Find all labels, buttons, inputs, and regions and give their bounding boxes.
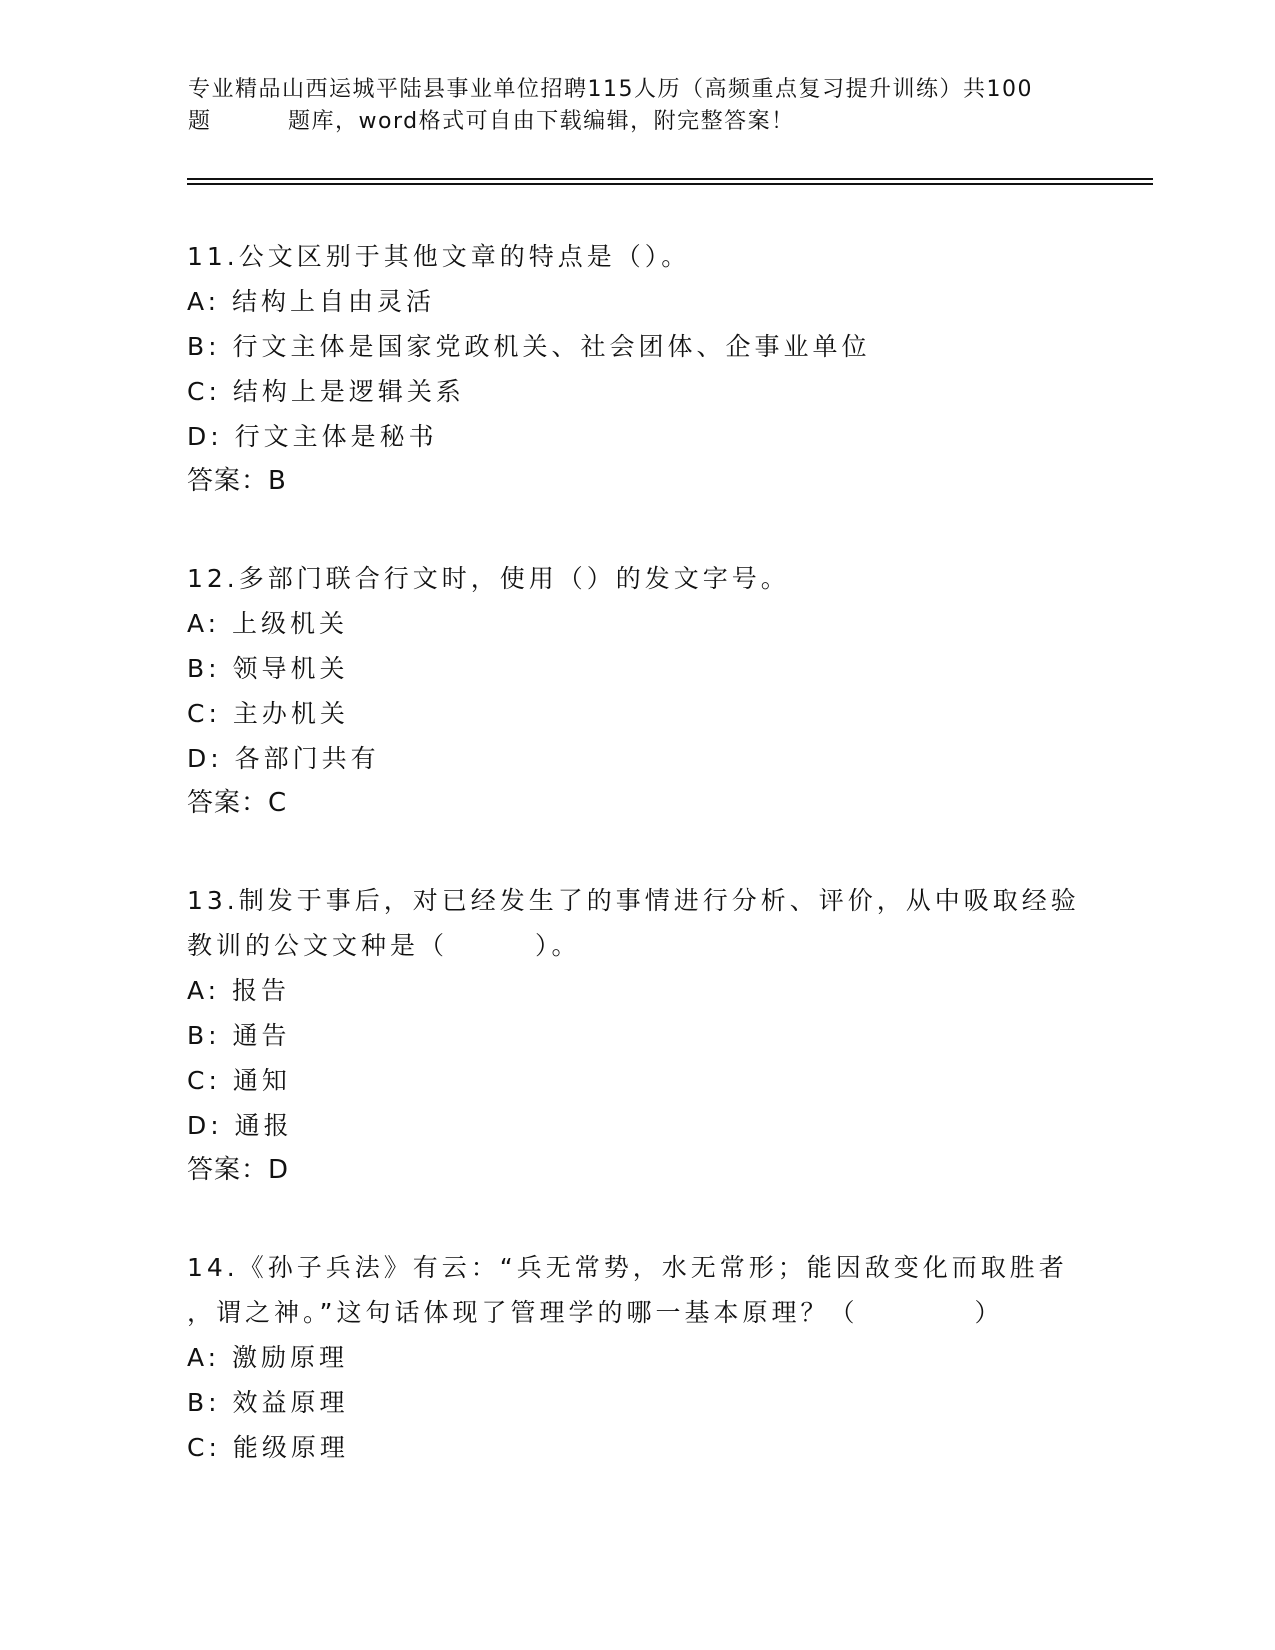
header-title-line2-left: 题 (188, 109, 212, 134)
option-b: B: 通告 (187, 1021, 291, 1050)
option-c: C: 主办机关 (187, 699, 349, 728)
question-list (187, 234, 1087, 1522)
option-c: C: 结构上是逻辑关系 (187, 377, 465, 406)
question-item (187, 234, 1087, 504)
option-c: C: 能级原理 (187, 1433, 349, 1462)
answer-text: 答案：B (187, 466, 287, 496)
option-b: B: 效益原理 (187, 1388, 349, 1417)
question-stem: 11.公文区别于其他文章的特点是（）。 (187, 242, 691, 271)
header-title-line2 (188, 106, 1088, 138)
document-header (188, 74, 1088, 138)
option-a: A: 报告 (187, 976, 291, 1005)
header-divider-top (187, 178, 1153, 180)
option-d: D: 行文主体是秘书 (187, 422, 438, 451)
option-c: C: 通知 (187, 1066, 291, 1095)
answer-text: 答案：D (187, 1155, 290, 1185)
option-d: D: 通报 (187, 1111, 293, 1140)
option-d: D: 各部门共有 (187, 744, 380, 773)
option-a: A: 结构上自由灵活 (187, 287, 436, 316)
question-stem-continued: 教训的公文文种是（ ）。 (187, 931, 581, 960)
question-item (187, 878, 1087, 1193)
question-item (187, 556, 1087, 826)
question-stem: 13.制发于事后，对已经发生了的事情进行分析、评价，从中吸取经验 (187, 886, 1080, 915)
header-title-line1: 专业精品山西运城平陆县事业单位招聘115人历（高频重点复习提升训练）共100 (188, 77, 1033, 102)
header-divider-bottom (187, 183, 1153, 185)
question-item (187, 1245, 1087, 1470)
header-title-line2-right: 题库，word格式可自由下载编辑，附完整答案！ (288, 109, 795, 134)
answer-text: 答案：C (187, 788, 288, 818)
question-stem: 14.《孙子兵法》有云：“兵无常势，水无常形；能因敌变化而取胜者 (187, 1253, 1068, 1282)
option-a: A: 激励原理 (187, 1343, 349, 1372)
question-stem-continued: ，谓之神。”这句话体现了管理学的哪一基本原理？（ ） (187, 1298, 1004, 1327)
question-stem: 12.多部门联合行文时，使用（）的发文字号。 (187, 564, 790, 593)
option-b: B: 领导机关 (187, 654, 349, 683)
option-b: B: 行文主体是国家党政机关、社会团体、企事业单位 (187, 332, 871, 361)
option-a: A: 上级机关 (187, 609, 349, 638)
